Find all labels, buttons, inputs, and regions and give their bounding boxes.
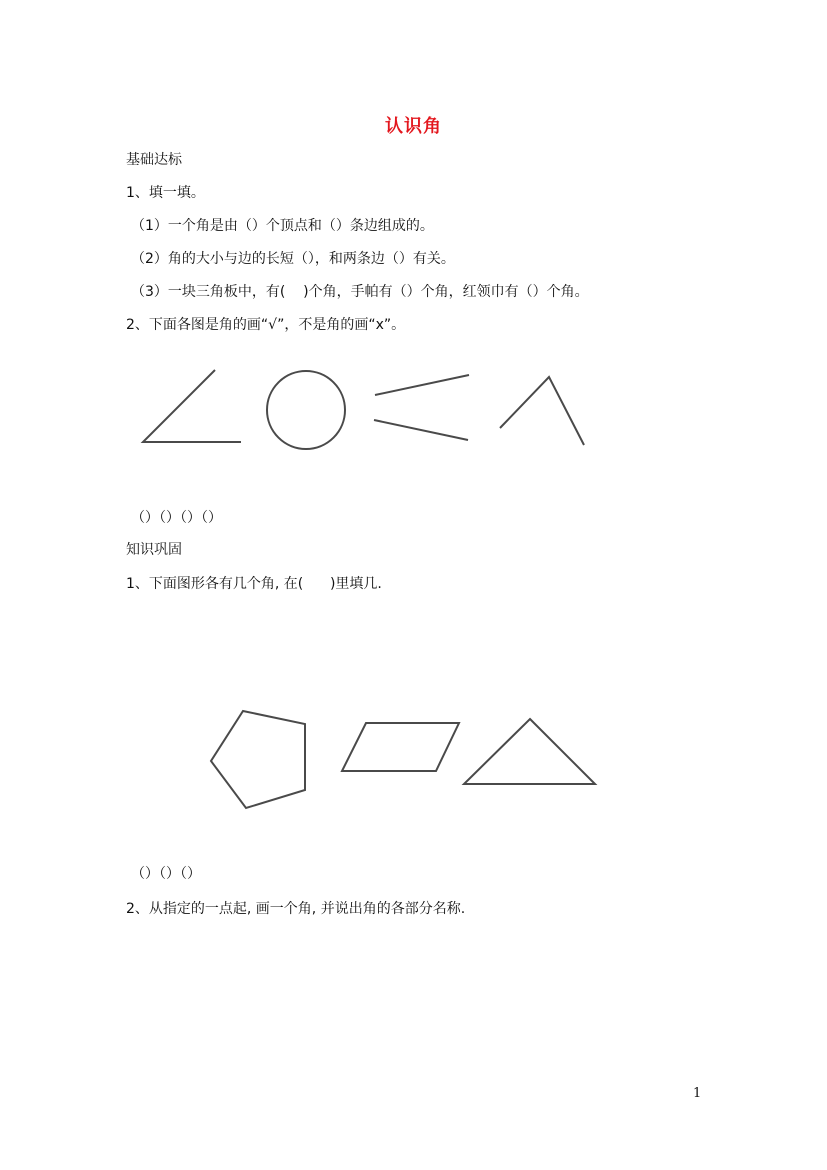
- figure-separate-line-bottom: [374, 420, 468, 440]
- consolidate-question-2-label: 2、从指定的一点起, 画一个角, 并说出角的各部分名称.: [126, 901, 466, 917]
- question-2-label: 2、下面各图是角的画“√”，不是角的画“x”。: [126, 317, 406, 333]
- section-heading-basic: 基础达标: [126, 152, 182, 168]
- page-number: 1: [693, 1086, 702, 1101]
- figure-circle: [267, 371, 345, 449]
- question-1-item-2: （2）角的大小与边的长短（），和两条边（）有关。: [131, 251, 455, 267]
- figure-angle-1: [143, 370, 241, 442]
- section-heading-consolidate: 知识巩固: [126, 542, 182, 558]
- figure-pentagon: [211, 711, 305, 808]
- figure-parallelogram: [342, 723, 459, 771]
- question-1-label: 1、填一填。: [126, 185, 205, 201]
- question-1-item-3: （3）一块三角板中，有( )个角，手帕有（）个角，红领巾有（）个角。: [131, 284, 589, 300]
- consolidate-question-1-answers: （）（）（）: [131, 866, 201, 882]
- consolidate-question-1-label: 1、下面图形各有几个角, 在( )里填几.: [126, 576, 382, 592]
- figure-triangle: [464, 719, 595, 784]
- question-1-item-1: （1）一个角是由（）个顶点和（）条边组成的。: [131, 218, 434, 234]
- question-2-answers: （）（）（）（）: [131, 510, 222, 526]
- figure-angle-2: [500, 377, 584, 445]
- page-title: 认识角: [385, 116, 442, 137]
- figure-separate-line-top: [375, 375, 469, 395]
